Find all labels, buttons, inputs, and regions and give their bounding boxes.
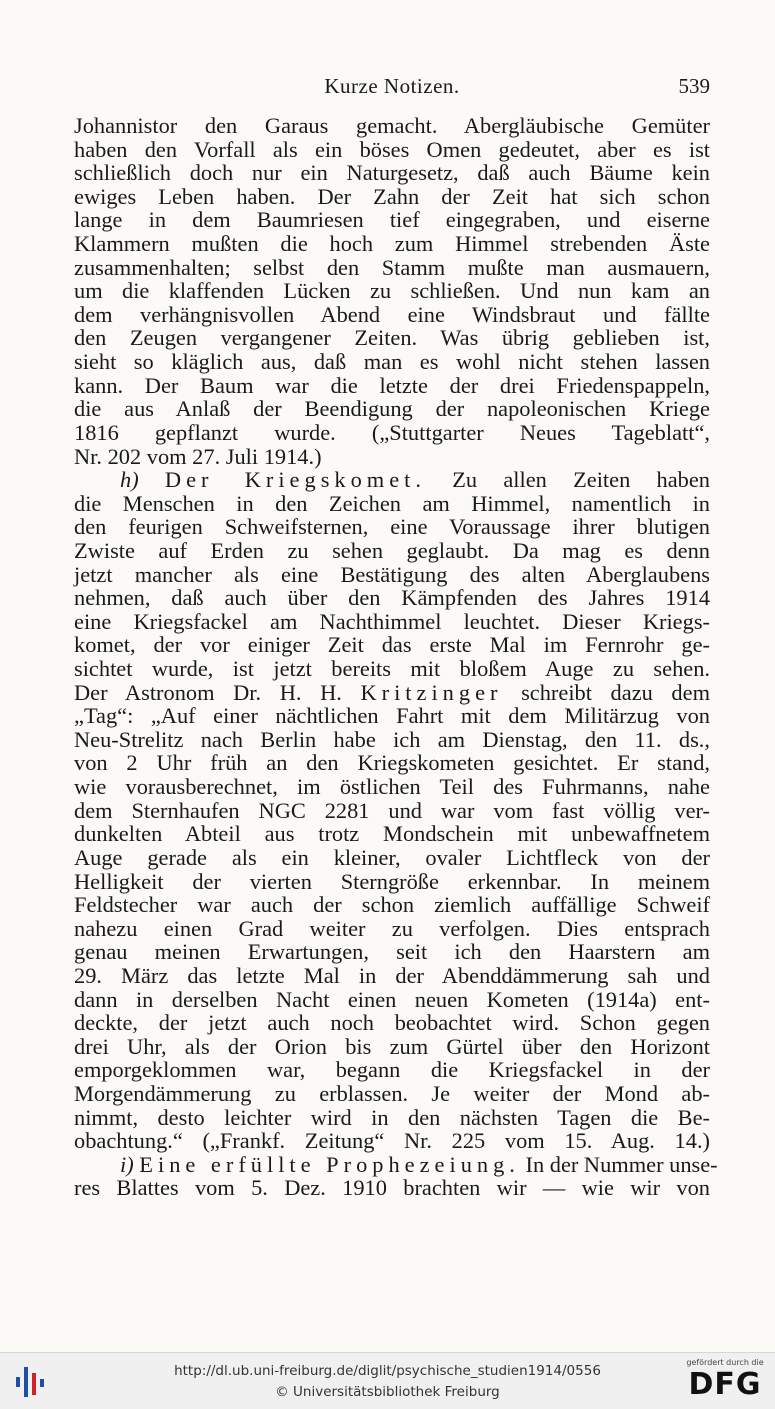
text-line [74, 492, 710, 516]
text-line [74, 822, 710, 846]
dfg-logo-icon[interactable] [683, 1358, 767, 1406]
text-line [74, 232, 710, 256]
page-number: 539 [678, 74, 710, 98]
text-line [74, 1058, 710, 1082]
text-line [74, 539, 710, 563]
line-text: kann. Der Baum war die letzte der drei Friedenspappeln, [74, 372, 710, 398]
line-text: emporgeklommen war, begann die Kriegsfackel in der [74, 1057, 710, 1083]
line-text: dann in derselben Nacht einen neuen Kometen (1914a) ent- [74, 986, 710, 1012]
line-text: dunkelten Abteil aus trotz Mondschein mit unbewaffnetem [74, 821, 710, 847]
text-line [74, 633, 710, 657]
text-line [74, 563, 710, 587]
line-text: Johannistor den Garaus gemacht. Abergläubische Gemüter [74, 113, 710, 138]
line-text: ewiges Leben haben. Der Zahn der Zeit hat sich schon [74, 183, 710, 209]
line-text: lange in dem Baumriesen tief eingegraben, und eiserne [74, 207, 710, 233]
line-text: schließlich doch nur ein Naturgesetz, daß auch Bäume kein [74, 160, 710, 186]
text-line [74, 799, 710, 823]
line-text: Morgendämmerung zu erblassen. Je weiter der Mond ab- [74, 1080, 710, 1106]
text-line [74, 515, 710, 539]
copyright-notice: © Universitätsbibliothek Freiburg [275, 1384, 500, 1400]
text-line [74, 964, 710, 988]
line-text: Klammern mußten die hoch zum Himmel strebenden Äste [74, 231, 710, 257]
line-text: um die klaffenden Lücken zu schließen. Und nun kam an [74, 278, 710, 304]
text-line [74, 1106, 710, 1130]
line-text: Neu-Strelitz nach Berlin habe ich am Dienstag, den 11. ds., [74, 726, 710, 752]
text-line [74, 940, 710, 964]
text-line [74, 326, 710, 350]
text-line [74, 350, 710, 374]
text-line [74, 1129, 710, 1153]
line-text: Zu allen Zeiten haben [452, 467, 710, 493]
text-line [74, 681, 710, 705]
text-line [74, 988, 710, 1012]
line-text: „Tag“: „Auf einer nächtlichen Fahrt mit dem Militärzug von [74, 703, 710, 729]
line-text: sieht so kläglich aus, daß man es wohl nicht stehen lassen [74, 349, 710, 375]
text-line [74, 374, 710, 398]
text-line [74, 256, 710, 280]
text-line [74, 445, 710, 469]
text-line [74, 208, 710, 232]
text-line [74, 917, 710, 941]
text-line [74, 893, 710, 917]
spaced-heading: Kritzinger [360, 679, 503, 705]
line-text: schreibt dazu dem [521, 679, 710, 705]
line-text: 1816 gepflanzt wurde. („Stuttgarter Neues Tageblatt“, [74, 419, 710, 445]
section-marker: h) [120, 467, 139, 493]
running-header [74, 74, 710, 104]
text-line [74, 728, 710, 752]
line-text: den feurigen Schweifsternen, eine Voraussage ihrer blutigen [74, 514, 710, 540]
line-text: nimmt, desto leichter wird in den nächsten Tagen die Be- [74, 1104, 710, 1130]
body-text [74, 113, 718, 1201]
line-text: zusammenhalten; selbst den Stamm mußte man ausmauern, [74, 254, 710, 280]
line-text: dem verhängnisvollen Abend eine Windsbraut und fällte [74, 301, 710, 327]
text-line [74, 468, 710, 492]
line-text: obachtung.“ („Frankf. Zeitung“ Nr. 225 vom 15. Aug. 14.) [74, 1128, 710, 1154]
line-text: Der Astronom Dr. H. H. [74, 679, 342, 705]
dfg-logo-text: DFG [688, 1367, 762, 1402]
line-text: die aus Anlaß der Beendigung der napoleonischen Kriege [74, 396, 710, 422]
text-line [74, 138, 710, 162]
text-line [74, 185, 710, 209]
line-text: deckte, der jetzt auch noch beobachtet wird. Schon gegen [74, 1010, 710, 1036]
line-text: Nr. 202 vom 27. Juli 1914.) [74, 443, 322, 469]
line-text: von 2 Uhr früh an den Kriegskometen gesichtet. Er stand, [74, 750, 710, 776]
line-text: komet, der vor einiger Zeit das erste Mal im Fernrohr ge- [74, 632, 710, 658]
line-text: nahezu einen Grad weiter zu verfolgen. Dies entsprach [74, 915, 710, 941]
text-line [74, 610, 710, 634]
text-line [74, 1082, 710, 1106]
text-line [74, 657, 710, 681]
text-line [74, 775, 710, 799]
text-line [74, 1011, 710, 1035]
line-text: haben den Vorfall als ein böses Omen gedeutet, aber es ist [74, 136, 710, 162]
line-text: nehmen, daß auch über den Kämpfenden des Jahres 1914 [74, 585, 710, 611]
line-text: Helligkeit der vierten Sterngröße erkennbar. In meinem [74, 868, 710, 894]
line-text: Zwiste auf Erden zu sehen geglaubt. Da mag es denn [74, 537, 710, 563]
text-line [74, 751, 710, 775]
line-text: jetzt mancher als eine Bestätigung des alten Aberglaubens [74, 561, 710, 587]
line-text: den Zeugen vergangener Zeiten. Was übrig geblieben ist, [74, 325, 710, 351]
line-text: wie vorausberechnet, im östlichen Teil des Fuhrmanns, nahe [74, 774, 710, 800]
line-text: res Blattes vom 5. Dez. 1910 brachten wir — wie wir von [74, 1175, 710, 1201]
spaced-heading: Eine erfüllte Prophezeiung. [139, 1151, 520, 1177]
text-line [74, 870, 710, 894]
viewer-footer [0, 1352, 775, 1409]
spaced-heading: Der Kriegskomet. [164, 467, 426, 493]
line-text: genau meinen Erwartungen, seit ich den Haarstern am [74, 939, 710, 965]
line-text: 29. März das letzte Mal in der Abenddämmerung sah und [74, 962, 710, 988]
text-line [74, 397, 710, 421]
line-text: Feldstecher war auch der schon ziemlich auffällige Schweif [74, 892, 710, 918]
text-line [74, 279, 710, 303]
line-text: dem Sternhaufen NGC 2281 und war vom fast völlig ver- [74, 797, 710, 823]
text-line [74, 586, 710, 610]
text-line [74, 704, 710, 728]
text-line [74, 846, 710, 870]
line-text: Auge gerade als ein kleiner, ovaler Lichtfleck von der [74, 844, 710, 870]
dfg-funding-label: gefördert durch die [686, 1358, 764, 1367]
line-text: In der Nummer unse- [525, 1151, 718, 1177]
text-line [74, 114, 710, 138]
line-text: eine Kriegsfackel am Nachthimmel leuchtet. Dieser Kriegs- [74, 608, 710, 634]
text-line [74, 1035, 710, 1059]
line-text: die Menschen in den Zeichen am Himmel, namentlich in [74, 490, 710, 516]
text-line [74, 303, 710, 327]
running-title: Kurze Notizen. [324, 74, 460, 98]
text-line [74, 1176, 710, 1200]
text-line [74, 421, 710, 445]
section-marker: i) [120, 1151, 134, 1177]
line-text: sichtet wurde, ist jetzt bereits mit bloßem Auge zu sehen. [74, 656, 710, 682]
permalink-url[interactable]: http://dl.ub.uni-freiburg.de/diglit/psychische_studien1914/0556 [174, 1363, 601, 1379]
text-line [74, 1151, 718, 1177]
text-line [74, 161, 710, 185]
line-text: drei Uhr, als der Orion bis zum Gürtel über den Horizont [74, 1033, 710, 1059]
